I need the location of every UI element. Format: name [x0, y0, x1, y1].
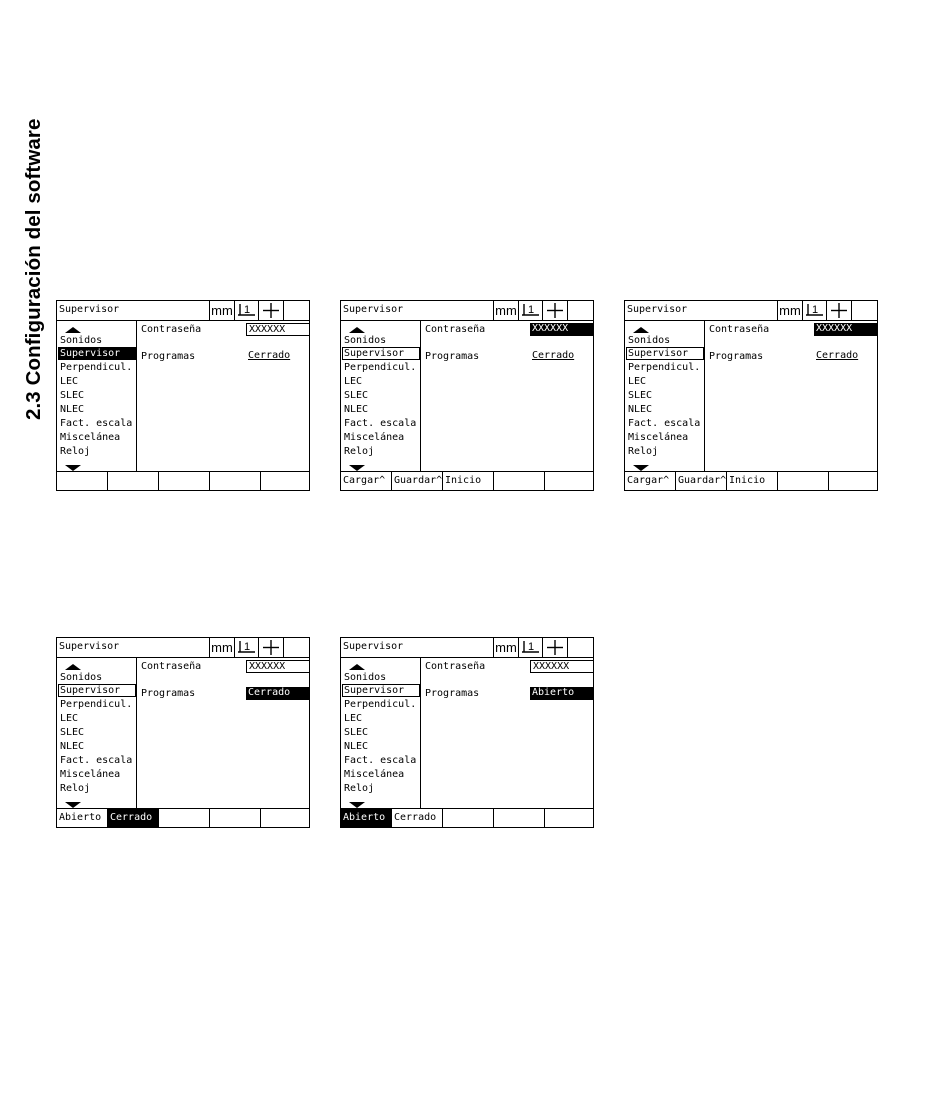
menu-item-reloj[interactable]: Reloj	[344, 783, 375, 794]
settings-menu	[57, 658, 137, 808]
softkey-5[interactable]	[545, 809, 593, 827]
softkey-bar	[57, 471, 309, 490]
menu-item-fact-escala[interactable]: Fact. escala	[60, 418, 133, 429]
menu-item-supervisor[interactable]: Supervisor	[626, 347, 704, 360]
screen-header	[625, 301, 877, 321]
menu-item-sonidos[interactable]: Sonidos	[628, 335, 671, 346]
menu-item-nlec[interactable]: NLEC	[628, 404, 653, 415]
menu-item-perpendicul[interactable]: Perpendicul.	[344, 699, 417, 710]
dro-screen	[56, 637, 310, 828]
programs-label: Programas	[141, 351, 196, 362]
menu-item-supervisor[interactable]: Supervisor	[58, 684, 136, 697]
menu-item-lec[interactable]: LEC	[60, 713, 79, 724]
softkey-1[interactable]: Abierto	[57, 809, 108, 827]
field-value-text: XXXXXX	[249, 324, 286, 335]
section-heading: 2.3 Configuración del software	[22, 118, 45, 420]
password-field[interactable]	[814, 323, 878, 336]
menu-item-miscelánea[interactable]: Miscelánea	[60, 432, 121, 443]
softkey-5[interactable]	[261, 472, 309, 490]
softkey-1[interactable]: Abierto	[341, 809, 392, 827]
menu-item-perpendicul[interactable]: Perpendicul.	[344, 362, 417, 373]
datum-icon[interactable]	[518, 301, 542, 320]
softkey-5[interactable]	[261, 809, 309, 827]
softkey-1[interactable]	[57, 472, 108, 490]
menu-item-fact-escala[interactable]: Fact. escala	[628, 418, 701, 429]
menu-item-nlec[interactable]: NLEC	[344, 741, 369, 752]
softkey-2[interactable]: Cerrado	[108, 809, 159, 827]
settings-menu	[341, 321, 421, 471]
section-heading-wrapper	[0, 0, 45, 430]
dro-screen	[56, 300, 310, 491]
screen-header	[57, 638, 309, 658]
field-value-text: Cerrado	[248, 687, 291, 698]
settings-menu	[57, 321, 137, 471]
softkey-bar	[57, 808, 309, 827]
field-value-text: Cerrado	[532, 350, 575, 361]
softkey-bar	[341, 808, 593, 827]
menu-item-slec[interactable]: SLEC	[344, 390, 369, 401]
menu-item-sonidos[interactable]: Sonidos	[60, 335, 103, 346]
menu-item-supervisor[interactable]: Supervisor	[58, 347, 136, 360]
svg-text:1: 1	[812, 304, 819, 316]
softkey-5[interactable]	[829, 472, 877, 490]
screen-header	[57, 301, 309, 321]
screen-header	[341, 301, 593, 321]
programs-label: Programas	[709, 351, 764, 362]
datum-icon[interactable]	[518, 638, 542, 657]
softkey-bar	[625, 471, 877, 490]
unit-button[interactable]: mm	[493, 301, 518, 320]
programs-label: Programas	[425, 688, 480, 699]
password-field[interactable]	[530, 660, 594, 673]
menu-item-supervisor[interactable]: Supervisor	[342, 347, 420, 360]
menu-item-nlec[interactable]: NLEC	[344, 404, 369, 415]
field-value-text: Abierto	[532, 687, 575, 698]
menu-item-supervisor[interactable]: Supervisor	[342, 684, 420, 697]
settings-menu	[625, 321, 705, 471]
programs-value[interactable]	[246, 350, 310, 363]
field-value-text: Cerrado	[816, 350, 859, 361]
unit-button[interactable]: mm	[209, 301, 234, 320]
screen-title: Supervisor	[627, 304, 688, 315]
menu-item-perpendicul[interactable]: Perpendicul.	[60, 699, 133, 710]
screen-title: Supervisor	[59, 641, 120, 652]
field-value-text: XXXXXX	[816, 323, 853, 334]
menu-item-sonidos[interactable]: Sonidos	[344, 672, 387, 683]
crosshair-icon[interactable]	[258, 301, 284, 320]
softkey-4[interactable]	[494, 472, 545, 490]
softkey-2[interactable]: Guardar^	[392, 472, 443, 490]
svg-text:1: 1	[244, 304, 251, 316]
screen-title: Supervisor	[59, 304, 120, 315]
password-field[interactable]	[530, 323, 594, 336]
menu-item-reloj[interactable]: Reloj	[60, 446, 91, 457]
programs-value[interactable]	[530, 350, 594, 363]
softkey-4[interactable]	[210, 809, 261, 827]
unit-button[interactable]: mm	[493, 638, 518, 657]
menu-item-nlec[interactable]: NLEC	[60, 404, 85, 415]
menu-item-slec[interactable]: SLEC	[344, 727, 369, 738]
dro-screen	[624, 300, 878, 491]
datum-icon[interactable]	[802, 301, 826, 320]
dro-screen	[340, 637, 594, 828]
softkey-3[interactable]: Inicio	[727, 472, 778, 490]
screen-title: Supervisor	[343, 641, 404, 652]
menu-item-sonidos[interactable]: Sonidos	[60, 672, 103, 683]
dro-screen	[340, 300, 594, 491]
unit-button[interactable]: mm	[777, 301, 802, 320]
softkey-4[interactable]	[494, 809, 545, 827]
softkey-4[interactable]	[210, 472, 261, 490]
menu-item-reloj[interactable]: Reloj	[628, 446, 659, 457]
password-label: Contraseña	[425, 661, 486, 672]
menu-item-sonidos[interactable]: Sonidos	[344, 335, 387, 346]
password-label: Contraseña	[709, 324, 770, 335]
softkey-1[interactable]: Cargar^	[625, 472, 676, 490]
menu-item-slec[interactable]: SLEC	[60, 390, 85, 401]
programs-value[interactable]	[530, 687, 594, 700]
menu-item-fact-escala[interactable]: Fact. escala	[60, 755, 133, 766]
menu-item-reloj[interactable]: Reloj	[344, 446, 375, 457]
datum-icon[interactable]	[234, 301, 258, 320]
menu-item-lec[interactable]: LEC	[628, 376, 647, 387]
menu-item-perpendicul[interactable]: Perpendicul.	[628, 362, 701, 373]
menu-item-slec[interactable]: SLEC	[628, 390, 653, 401]
softkey-bar	[341, 471, 593, 490]
crosshair-icon[interactable]	[542, 301, 568, 320]
softkey-3[interactable]	[159, 809, 210, 827]
menu-item-lec[interactable]: LEC	[60, 376, 79, 387]
svg-text:1: 1	[244, 641, 251, 653]
menu-item-reloj[interactable]: Reloj	[60, 783, 91, 794]
screen-title: Supervisor	[343, 304, 404, 315]
datum-icon[interactable]	[234, 638, 258, 657]
password-label: Contraseña	[425, 324, 486, 335]
menu-item-miscelánea[interactable]: Miscelánea	[344, 769, 405, 780]
unit-button[interactable]: mm	[209, 638, 234, 657]
menu-item-fact-escala[interactable]: Fact. escala	[344, 418, 417, 429]
softkey-4[interactable]	[778, 472, 829, 490]
field-value-text: XXXXXX	[249, 661, 286, 672]
menu-item-nlec[interactable]: NLEC	[60, 741, 85, 752]
crosshair-icon[interactable]	[258, 638, 284, 657]
field-value-text: XXXXXX	[533, 661, 570, 672]
menu-item-miscelánea[interactable]: Miscelánea	[344, 432, 405, 443]
field-value-text: Cerrado	[248, 350, 291, 361]
screen-header	[341, 638, 593, 658]
softkey-5[interactable]	[545, 472, 593, 490]
softkey-3[interactable]	[443, 809, 494, 827]
menu-item-miscelánea[interactable]: Miscelánea	[60, 769, 121, 780]
programs-value[interactable]	[246, 687, 310, 700]
softkey-3[interactable]	[159, 472, 210, 490]
programs-label: Programas	[425, 351, 480, 362]
field-value-text: XXXXXX	[532, 323, 569, 334]
svg-text:1: 1	[528, 304, 535, 316]
softkey-2[interactable]: Cerrado	[392, 809, 443, 827]
menu-item-fact-escala[interactable]: Fact. escala	[344, 755, 417, 766]
password-label: Contraseña	[141, 324, 202, 335]
programs-label: Programas	[141, 688, 196, 699]
password-field[interactable]	[246, 323, 310, 336]
settings-menu	[341, 658, 421, 808]
softkey-2[interactable]	[108, 472, 159, 490]
crosshair-icon[interactable]	[542, 638, 568, 657]
menu-item-lec[interactable]: LEC	[344, 376, 363, 387]
menu-item-slec[interactable]: SLEC	[60, 727, 85, 738]
password-label: Contraseña	[141, 661, 202, 672]
softkey-1[interactable]: Cargar^	[341, 472, 392, 490]
softkey-2[interactable]: Guardar^	[676, 472, 727, 490]
menu-item-perpendicul[interactable]: Perpendicul.	[60, 362, 133, 373]
crosshair-icon[interactable]	[826, 301, 852, 320]
svg-text:1: 1	[528, 641, 535, 653]
menu-item-miscelánea[interactable]: Miscelánea	[628, 432, 689, 443]
password-field[interactable]	[246, 660, 310, 673]
softkey-3[interactable]: Inicio	[443, 472, 494, 490]
programs-value[interactable]	[814, 350, 878, 363]
menu-item-lec[interactable]: LEC	[344, 713, 363, 724]
